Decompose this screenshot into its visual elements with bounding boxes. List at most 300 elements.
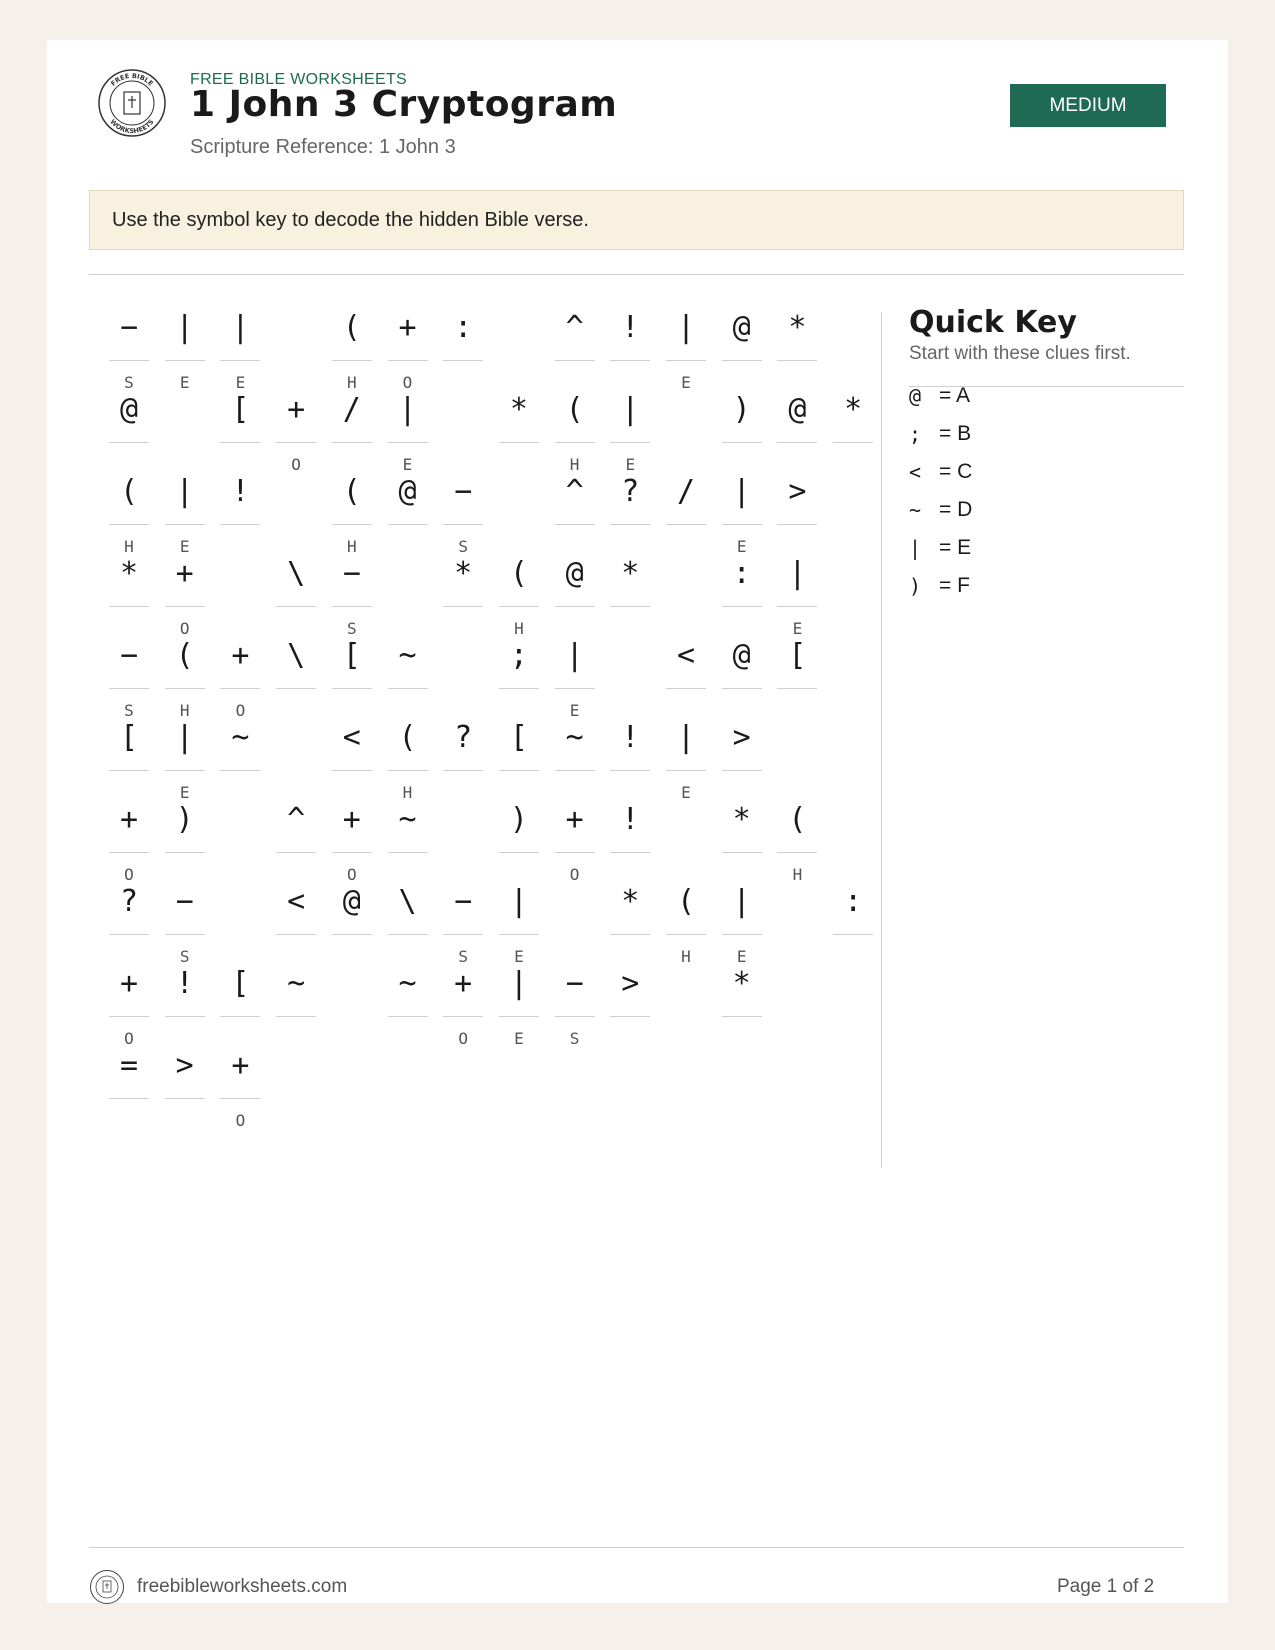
hint-letter: H bbox=[402, 783, 413, 802]
answer-line bbox=[610, 852, 650, 853]
cipher-symbol: * bbox=[788, 310, 807, 345]
cipher-cell[interactable] bbox=[666, 708, 706, 818]
hint-letter: O bbox=[569, 865, 580, 884]
hint-letter: E bbox=[179, 373, 190, 392]
hint-letter: E bbox=[681, 783, 691, 802]
cipher-symbol: ) bbox=[509, 802, 528, 837]
hint-letter: H bbox=[514, 619, 524, 638]
answer-line bbox=[443, 524, 483, 525]
cipher-symbol: + bbox=[231, 638, 250, 673]
cipher-symbol: | bbox=[621, 392, 640, 427]
answer-line bbox=[165, 934, 205, 935]
answer-line bbox=[555, 770, 595, 771]
answer-line bbox=[666, 770, 706, 771]
cipher-symbol: | bbox=[788, 556, 807, 591]
answer-line bbox=[610, 360, 650, 361]
cipher-cell[interactable] bbox=[443, 708, 483, 818]
answer-line bbox=[388, 1016, 428, 1017]
hint-letter: H bbox=[569, 455, 580, 474]
cipher-symbol: @ bbox=[119, 392, 139, 427]
cipher-symbol: : bbox=[454, 310, 473, 345]
answer-line bbox=[555, 524, 595, 525]
hint-letter: E bbox=[569, 701, 580, 720]
answer-line bbox=[276, 688, 316, 689]
cipher-symbol: ) bbox=[732, 392, 751, 427]
answer-line bbox=[610, 934, 650, 935]
cipher-symbol: | bbox=[676, 310, 696, 345]
cipher-symbol: \ bbox=[287, 638, 306, 673]
answer-line bbox=[109, 688, 149, 689]
cipher-symbol: + bbox=[175, 556, 194, 591]
answer-line bbox=[109, 360, 149, 361]
cipher-symbol: * bbox=[732, 802, 751, 837]
cipher-symbol: + bbox=[454, 966, 473, 1001]
cipher-symbol: ~ bbox=[398, 966, 417, 1001]
worksheet-page bbox=[47, 40, 1228, 1603]
answer-line bbox=[165, 524, 205, 525]
answer-line bbox=[388, 360, 428, 361]
cipher-cell[interactable] bbox=[443, 298, 483, 408]
cipher-symbol: : bbox=[732, 556, 751, 591]
hint-letter: E bbox=[792, 619, 803, 638]
cipher-cell[interactable] bbox=[610, 954, 650, 1064]
quick-key-item bbox=[909, 495, 972, 525]
cipher-symbol: [ bbox=[509, 720, 528, 755]
key-symbol: < bbox=[909, 460, 922, 484]
cipher-symbol: + bbox=[119, 802, 139, 837]
difficulty-badge: MEDIUM bbox=[1010, 84, 1166, 127]
hint-letter: S bbox=[124, 701, 134, 720]
cipher-symbol: | bbox=[509, 966, 528, 1001]
key-symbol: ; bbox=[909, 422, 922, 446]
cipher-cell[interactable] bbox=[722, 954, 762, 1064]
cipher-cell[interactable] bbox=[666, 462, 706, 572]
cipher-symbol: * bbox=[621, 556, 640, 591]
answer-line bbox=[666, 688, 706, 689]
answer-line bbox=[555, 442, 595, 443]
hint-letter: H bbox=[346, 373, 357, 392]
hint-letter: E bbox=[514, 947, 524, 966]
answer-line bbox=[722, 934, 762, 935]
answer-line bbox=[499, 606, 539, 607]
cipher-symbol: ~ bbox=[398, 802, 417, 837]
answer-line bbox=[388, 770, 428, 771]
answer-line bbox=[276, 934, 316, 935]
cipher-symbol: < bbox=[287, 884, 306, 919]
answer-line bbox=[109, 934, 149, 935]
cipher-symbol: ; bbox=[509, 638, 528, 673]
cipher-cell[interactable] bbox=[220, 462, 260, 572]
answer-line bbox=[833, 934, 873, 935]
cipher-symbol: − bbox=[454, 474, 473, 509]
cipher-symbol: + bbox=[398, 310, 417, 345]
cipher-symbol: ! bbox=[621, 720, 640, 755]
cipher-symbol: > bbox=[788, 474, 807, 509]
answer-line bbox=[499, 688, 539, 689]
hint-letter: H bbox=[124, 537, 134, 556]
answer-line bbox=[610, 770, 650, 771]
answer-line bbox=[499, 770, 539, 771]
answer-line bbox=[555, 360, 595, 361]
footer-site: freebibleworksheets.com bbox=[137, 1576, 348, 1597]
answer-line bbox=[388, 524, 428, 525]
cryptogram-grid bbox=[47, 40, 863, 1190]
cipher-cell[interactable] bbox=[499, 380, 539, 490]
cipher-symbol: ~ bbox=[398, 638, 417, 673]
key-value: = C bbox=[939, 460, 973, 483]
hint-letter: E bbox=[179, 537, 190, 556]
hint-letter: O bbox=[291, 455, 301, 474]
answer-line bbox=[109, 606, 149, 607]
cipher-symbol: \ bbox=[398, 884, 417, 919]
cipher-symbol: ~ bbox=[565, 720, 584, 755]
answer-line bbox=[109, 770, 149, 771]
cipher-cell[interactable] bbox=[332, 872, 372, 982]
cipher-symbol: | bbox=[732, 884, 751, 919]
cipher-cell[interactable] bbox=[610, 544, 650, 654]
key-symbol: ~ bbox=[909, 498, 922, 522]
cipher-symbol: − bbox=[454, 884, 473, 919]
cipher-cell[interactable] bbox=[777, 626, 817, 736]
cipher-symbol: > bbox=[732, 720, 751, 755]
cipher-symbol: @ bbox=[732, 310, 751, 345]
answer-line bbox=[165, 770, 205, 771]
cipher-symbol: | bbox=[231, 310, 250, 345]
cipher-symbol: ( bbox=[565, 392, 584, 427]
hint-letter: E bbox=[625, 455, 636, 474]
quick-key-item bbox=[909, 381, 970, 411]
hint-letter: E bbox=[402, 455, 413, 474]
cipher-symbol: : bbox=[844, 884, 863, 919]
cipher-cell[interactable] bbox=[388, 462, 428, 572]
answer-line bbox=[165, 1098, 205, 1099]
hint-letter: O bbox=[402, 373, 413, 392]
answer-line bbox=[443, 770, 483, 771]
answer-line bbox=[220, 688, 260, 689]
cipher-symbol: + bbox=[231, 1048, 250, 1083]
answer-line bbox=[276, 442, 316, 443]
cipher-symbol: ~ bbox=[287, 966, 306, 1001]
cipher-symbol: [ bbox=[788, 638, 807, 673]
cipher-symbol: ) bbox=[175, 802, 194, 837]
cipher-symbol: @ bbox=[398, 474, 417, 509]
hint-letter: E bbox=[736, 537, 747, 556]
page-number: Page 1 of 2 bbox=[1057, 1576, 1155, 1597]
answer-line bbox=[165, 852, 205, 853]
answer-line bbox=[443, 1016, 483, 1017]
answer-line bbox=[276, 1016, 316, 1017]
key-symbol: | bbox=[909, 536, 922, 560]
cipher-cell[interactable] bbox=[777, 790, 817, 900]
cipher-symbol: − bbox=[119, 310, 139, 345]
answer-line bbox=[722, 524, 762, 525]
answer-line bbox=[499, 934, 539, 935]
cipher-symbol: | bbox=[175, 720, 194, 755]
cipher-symbol: ( bbox=[509, 556, 528, 591]
vertical-divider bbox=[881, 312, 882, 1168]
cipher-symbol: * bbox=[621, 884, 640, 919]
answer-line bbox=[499, 442, 539, 443]
page-title: 1 John 3 Cryptogram bbox=[190, 84, 618, 125]
answer-line bbox=[722, 688, 762, 689]
hint-letter: S bbox=[458, 537, 468, 556]
answer-line bbox=[276, 606, 316, 607]
answer-line bbox=[165, 1016, 205, 1017]
answer-line bbox=[388, 688, 428, 689]
hint-letter: E bbox=[736, 947, 747, 966]
cipher-symbol: + bbox=[565, 802, 584, 837]
hint-letter: O bbox=[179, 619, 190, 638]
hint-letter: S bbox=[569, 1029, 580, 1048]
cipher-symbol: ! bbox=[621, 310, 640, 345]
quick-key-item bbox=[909, 571, 970, 601]
cipher-symbol: − bbox=[175, 884, 194, 919]
cipher-cell[interactable] bbox=[276, 380, 316, 490]
cipher-symbol: − bbox=[565, 966, 584, 1001]
answer-line bbox=[610, 442, 650, 443]
answer-line bbox=[109, 1016, 149, 1017]
answer-line bbox=[610, 606, 650, 607]
answer-line bbox=[220, 524, 260, 525]
cipher-cell[interactable] bbox=[499, 954, 539, 1064]
footer-divider bbox=[89, 1547, 1184, 1548]
cipher-symbol: [ bbox=[231, 392, 250, 427]
answer-line bbox=[388, 852, 428, 853]
answer-line bbox=[722, 770, 762, 771]
key-value: = B bbox=[939, 422, 972, 445]
answer-line bbox=[443, 606, 483, 607]
answer-line bbox=[332, 442, 372, 443]
answer-line bbox=[165, 688, 205, 689]
hint-letter: O bbox=[346, 865, 357, 884]
answer-line bbox=[443, 360, 483, 361]
cipher-cell[interactable] bbox=[833, 872, 873, 982]
answer-line bbox=[276, 852, 316, 853]
hint-letter: O bbox=[235, 1111, 246, 1130]
cipher-symbol: * bbox=[454, 556, 473, 591]
cipher-symbol: ? bbox=[454, 720, 473, 755]
hint-letter: O bbox=[124, 865, 134, 884]
scripture-reference: Scripture Reference: 1 John 3 bbox=[190, 136, 456, 158]
answer-line bbox=[722, 606, 762, 607]
cipher-symbol: ? bbox=[119, 884, 139, 919]
answer-line bbox=[499, 852, 539, 853]
answer-line bbox=[777, 688, 817, 689]
cipher-symbol: | bbox=[175, 474, 194, 509]
answer-line bbox=[777, 360, 817, 361]
hint-letter: S bbox=[458, 947, 468, 966]
cipher-symbol: [ bbox=[231, 966, 250, 1001]
cipher-cell[interactable] bbox=[165, 1036, 205, 1146]
cipher-symbol: ^ bbox=[565, 310, 584, 345]
cipher-cell[interactable] bbox=[555, 954, 595, 1064]
hint-letter: S bbox=[124, 373, 134, 392]
cipher-cell[interactable] bbox=[276, 626, 316, 736]
answer-line bbox=[220, 770, 260, 771]
hint-letter: S bbox=[179, 947, 190, 966]
hint-letter: O bbox=[235, 701, 246, 720]
hint-letter: H bbox=[346, 537, 357, 556]
quick-key-item bbox=[909, 457, 972, 487]
answer-line bbox=[777, 524, 817, 525]
cipher-symbol: = bbox=[119, 1048, 139, 1083]
cipher-symbol: [ bbox=[119, 720, 139, 755]
cipher-cell[interactable] bbox=[666, 298, 706, 408]
cipher-symbol: ( bbox=[342, 310, 361, 345]
cipher-symbol: [ bbox=[342, 638, 361, 673]
answer-line bbox=[220, 442, 260, 443]
cipher-symbol: @ bbox=[732, 638, 751, 673]
answer-line bbox=[388, 442, 428, 443]
answer-line bbox=[499, 1016, 539, 1017]
answer-line bbox=[610, 1016, 650, 1017]
hint-letter: S bbox=[346, 619, 357, 638]
cipher-cell[interactable] bbox=[388, 954, 428, 1064]
cipher-symbol: * bbox=[844, 392, 863, 427]
quick-key-item bbox=[909, 533, 971, 563]
cipher-symbol: / bbox=[342, 392, 361, 427]
hint-letter: H bbox=[179, 701, 190, 720]
cipher-cell[interactable] bbox=[109, 1036, 149, 1146]
answer-line bbox=[555, 606, 595, 607]
cipher-symbol: | bbox=[509, 884, 528, 919]
answer-line bbox=[332, 770, 372, 771]
cipher-symbol: ( bbox=[342, 474, 361, 509]
answer-line bbox=[109, 1098, 149, 1099]
instructions-text: Use the symbol key to decode the hidden Bible verse. bbox=[112, 208, 589, 231]
cipher-symbol: / bbox=[676, 474, 696, 509]
cipher-cell[interactable] bbox=[666, 872, 706, 982]
answer-line bbox=[332, 688, 372, 689]
answer-line bbox=[388, 934, 428, 935]
answer-line bbox=[777, 442, 817, 443]
answer-line bbox=[555, 1016, 595, 1017]
answer-line bbox=[165, 360, 205, 361]
cipher-symbol: @ bbox=[565, 556, 584, 591]
answer-line bbox=[833, 442, 873, 443]
answer-line bbox=[332, 852, 372, 853]
cipher-symbol: ( bbox=[175, 638, 194, 673]
answer-line bbox=[666, 934, 706, 935]
answer-line bbox=[332, 934, 372, 935]
key-symbol: @ bbox=[909, 384, 922, 408]
brand-label: FREE BIBLE WORKSHEETS bbox=[190, 71, 408, 88]
cipher-symbol: + bbox=[342, 802, 361, 837]
cipher-symbol: ~ bbox=[231, 720, 250, 755]
cipher-symbol: ! bbox=[231, 474, 250, 509]
answer-line bbox=[220, 1016, 260, 1017]
cipher-symbol: + bbox=[119, 966, 139, 1001]
cipher-symbol: ^ bbox=[287, 802, 306, 837]
hint-letter: O bbox=[124, 1029, 134, 1048]
answer-line bbox=[722, 442, 762, 443]
cipher-symbol: ( bbox=[676, 884, 696, 919]
cipher-symbol: | bbox=[732, 474, 751, 509]
footer-logo-icon bbox=[89, 1569, 125, 1605]
cipher-symbol: @ bbox=[788, 392, 807, 427]
answer-line bbox=[722, 852, 762, 853]
answer-line bbox=[610, 524, 650, 525]
quick-key-item bbox=[909, 419, 971, 449]
answer-line bbox=[109, 852, 149, 853]
cipher-symbol: ( bbox=[788, 802, 807, 837]
answer-line bbox=[555, 852, 595, 853]
answer-line bbox=[777, 606, 817, 607]
hint-letter: E bbox=[179, 783, 190, 802]
cipher-cell[interactable] bbox=[555, 790, 595, 900]
answer-line bbox=[666, 360, 706, 361]
cipher-symbol: < bbox=[342, 720, 361, 755]
cipher-symbol: | bbox=[398, 392, 417, 427]
quick-key-subtitle: Start with these clues first. bbox=[909, 343, 1131, 364]
cipher-symbol: | bbox=[676, 720, 696, 755]
answer-line bbox=[220, 1098, 260, 1099]
answer-line bbox=[666, 524, 706, 525]
cipher-symbol: ? bbox=[621, 474, 640, 509]
answer-line bbox=[722, 1016, 762, 1017]
cipher-cell[interactable] bbox=[443, 954, 483, 1064]
key-value: = E bbox=[939, 536, 972, 559]
answer-line bbox=[332, 524, 372, 525]
cipher-symbol: \ bbox=[287, 556, 306, 591]
answer-line bbox=[220, 360, 260, 361]
key-symbol: ) bbox=[909, 574, 922, 598]
cipher-symbol: ( bbox=[119, 474, 139, 509]
hint-letter: E bbox=[514, 1029, 524, 1048]
hint-letter: H bbox=[681, 947, 691, 966]
cipher-cell[interactable] bbox=[833, 380, 873, 490]
answer-line bbox=[443, 934, 483, 935]
answer-line bbox=[332, 360, 372, 361]
cipher-symbol: > bbox=[175, 1048, 194, 1083]
hint-letter: E bbox=[235, 373, 246, 392]
cipher-cell[interactable] bbox=[220, 1036, 260, 1146]
cipher-symbol: | bbox=[175, 310, 194, 345]
cipher-symbol: − bbox=[119, 638, 139, 673]
hint-letter: H bbox=[792, 865, 803, 884]
quick-key-title: Quick Key bbox=[909, 305, 1077, 340]
answer-line bbox=[555, 688, 595, 689]
answer-line bbox=[165, 606, 205, 607]
answer-line bbox=[109, 524, 149, 525]
hint-letter: E bbox=[681, 373, 691, 392]
answer-line bbox=[109, 442, 149, 443]
cipher-symbol: < bbox=[676, 638, 696, 673]
key-value: = D bbox=[939, 498, 973, 521]
cipher-symbol: * bbox=[509, 392, 528, 427]
cipher-symbol: * bbox=[119, 556, 139, 591]
cipher-symbol: ( bbox=[398, 720, 417, 755]
cipher-symbol: > bbox=[621, 966, 640, 1001]
cipher-symbol: @ bbox=[342, 884, 361, 919]
logo-text-top: FREE BIBLE bbox=[109, 71, 155, 88]
cipher-cell[interactable] bbox=[443, 544, 483, 654]
answer-line bbox=[332, 606, 372, 607]
cipher-symbol: − bbox=[342, 556, 361, 591]
cipher-cell[interactable] bbox=[165, 298, 205, 408]
cipher-cell[interactable] bbox=[220, 708, 260, 818]
key-value: = F bbox=[939, 574, 970, 597]
cipher-cell[interactable] bbox=[276, 954, 316, 1064]
cipher-symbol: ^ bbox=[565, 474, 584, 509]
hint-letter: O bbox=[458, 1029, 468, 1048]
cipher-symbol: ! bbox=[621, 802, 640, 837]
cipher-symbol: * bbox=[732, 966, 751, 1001]
cipher-symbol: | bbox=[565, 638, 584, 673]
cipher-symbol: ! bbox=[175, 966, 194, 1001]
cipher-symbol: + bbox=[287, 392, 306, 427]
logo-text-bottom: WORKSHEETS bbox=[108, 117, 156, 136]
